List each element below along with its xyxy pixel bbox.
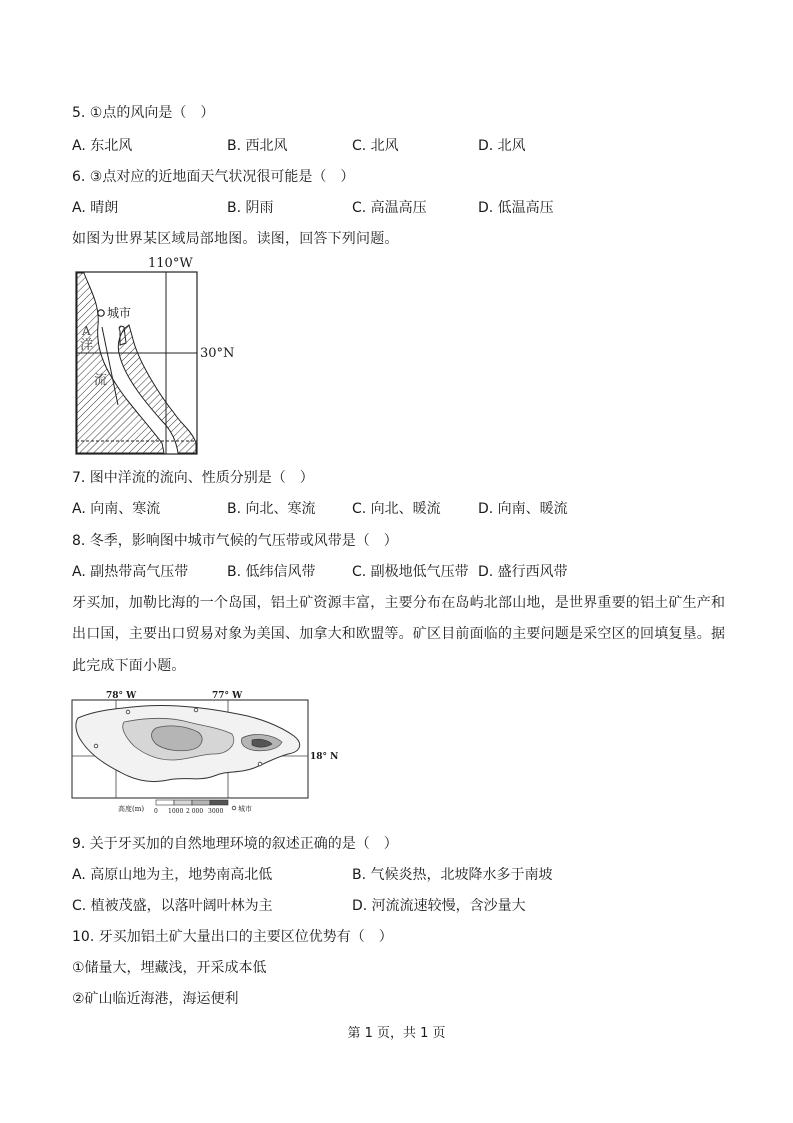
q10-item-2: ②矿山临近海港，海运便利 (72, 991, 239, 1007)
q6-option-a: A. 晴朗 (72, 200, 119, 216)
intro-jamaica-line1: 牙买加，加勒比海的一个岛国，铝土矿资源丰富，主要分布在岛屿北部山地，是世界重要的铝土矿生产和 (72, 595, 726, 611)
region-map (74, 253, 244, 459)
q6-option-b: B. 阴雨 (227, 200, 274, 216)
q6-option-d: D. 低温高压 (478, 200, 554, 216)
legend-value-3000: 3000 (208, 808, 224, 815)
q5-option-b: B. 西北风 (227, 138, 288, 154)
q9-option-d: D. 河流流速较慢，含沙量大 (352, 898, 526, 914)
question-5-stem: 5. ①点的风向是（ ） (72, 105, 215, 121)
jamaica-map (68, 688, 340, 816)
city-dot (94, 744, 98, 748)
intro-jamaica-line2: 出口国，主要出口贸易对象为美国、加拿大和欧盟等。矿区目前面临的主要问题是采空区的回填复垦。据 (72, 626, 726, 642)
q9-option-c: C. 植被茂盛，以落叶阔叶林为主 (72, 898, 273, 914)
legend-swatch-2000 (192, 800, 210, 805)
q10-item-1: ①储量大，埋藏浅，开采成本低 (72, 960, 267, 976)
lon-78w-label: 78° W (106, 691, 137, 701)
legend-city-icon (232, 806, 236, 810)
legend-title: 高度(m) (118, 805, 145, 813)
current-char-a: A (82, 324, 91, 338)
q5-option-c: C. 北风 (352, 138, 399, 154)
intro-jamaica-line3: 此完成下面小题。 (72, 658, 186, 674)
q7-option-c: C. 向北、暖流 (352, 501, 441, 517)
legend-value-2000: 2 000 (186, 808, 204, 815)
question-10-stem: 10. 牙买加铝土矿大量出口的主要区位优势有（ ） (72, 929, 393, 945)
legend-city-label: 城市 (238, 805, 252, 813)
legend-swatch-3000 (210, 800, 228, 805)
q8-option-b: B. 低纬信风带 (227, 564, 316, 580)
city-marker (98, 310, 104, 316)
latitude-label: 30°N (200, 346, 235, 361)
legend-swatch-0 (156, 800, 174, 805)
city-label: 城市 (107, 306, 132, 320)
q6-option-c: C. 高温高压 (352, 200, 427, 216)
q7-option-d: D. 向南、暖流 (478, 501, 568, 517)
q7-option-a: A. 向南、寒流 (72, 501, 161, 517)
city-dot (126, 710, 130, 714)
longitude-label: 110°W (148, 256, 193, 271)
city-dot (258, 762, 262, 766)
legend-value-1000: 1000 (168, 808, 184, 815)
legend-swatch-1000 (174, 800, 192, 805)
city-dot (194, 708, 198, 712)
question-7-stem: 7. 图中洋流的流向、性质分别是（ ） (72, 470, 314, 486)
lat-18n-label: 18° N (310, 752, 339, 762)
question-8-stem: 8. 冬季，影响图中城市气候的气压带或风带是（ ） (72, 533, 398, 549)
legend-value-0: 0 (154, 808, 158, 815)
q9-option-a: A. 高原山地为主，地势南高北低 (72, 867, 273, 883)
question-9-stem: 9. 关于牙买加的自然地理环境的叙述正确的是（ ） (72, 836, 398, 852)
q5-option-d: D. 北风 (478, 138, 526, 154)
q8-option-d: D. 盛行西风带 (478, 564, 568, 580)
intro-map1: 如图为世界某区域局部地图。读图，回答下列问题。 (72, 231, 399, 247)
q9-option-b: B. 气候炎热，北坡降水多于南坡 (352, 867, 553, 883)
current-char-liu: 流 (94, 373, 108, 388)
q7-option-b: B. 向北、寒流 (227, 501, 316, 517)
peninsula-land (77, 273, 164, 453)
current-char-yang: 洋 (80, 338, 94, 353)
q5-option-a: A. 东北风 (72, 138, 133, 154)
page-footer: 第 1 页，共 1 页 (347, 1026, 446, 1041)
question-6-stem: 6. ③点对应的近地面天气状况很可能是（ ） (72, 169, 355, 185)
lon-77w-label: 77° W (212, 691, 243, 701)
q8-option-a: A. 副热带高气压带 (72, 564, 189, 580)
q8-option-c: C. 副极地低气压带 (352, 564, 469, 580)
